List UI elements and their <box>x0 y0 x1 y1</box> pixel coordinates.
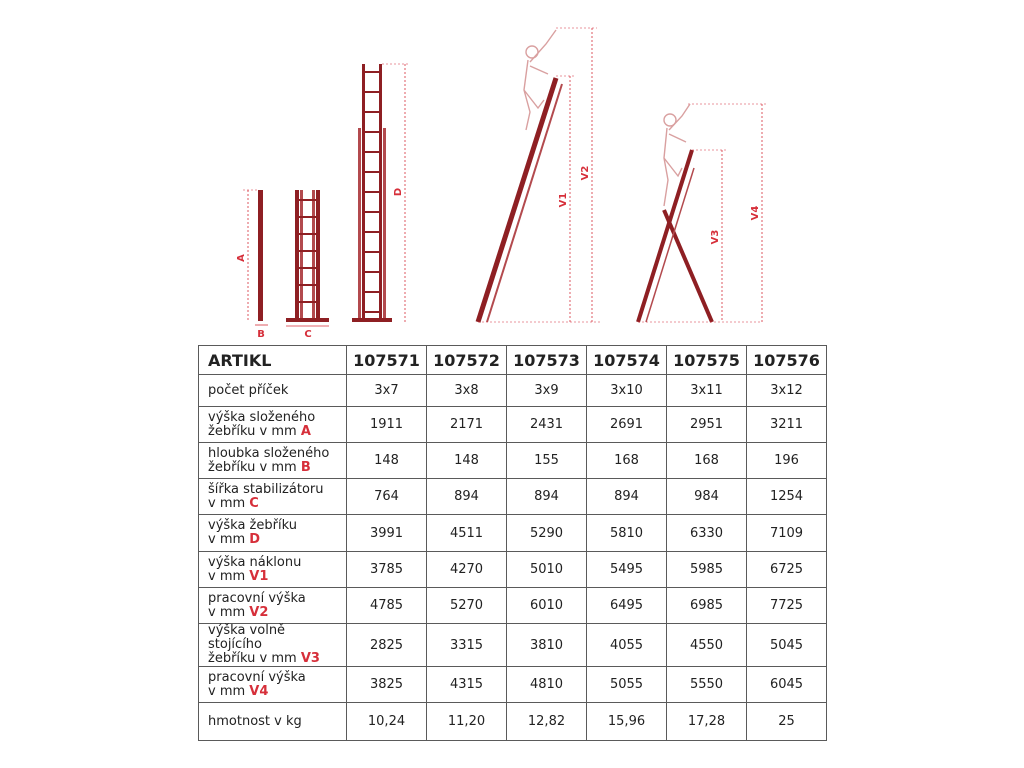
ladder-leaning <box>478 28 600 322</box>
table-cell-value: 4055 <box>587 624 667 667</box>
table-cell-value: 10,24 <box>347 703 427 741</box>
label-B: B <box>257 329 265 340</box>
table-cell-value: 1254 <box>747 479 827 515</box>
row-label-unit: žebříku v mm <box>208 423 301 439</box>
table-cell-value: 3x7 <box>347 375 427 407</box>
header-artikl: ARTIKL <box>199 346 347 375</box>
row-label-text: pracovní výška <box>208 590 306 606</box>
row-label <box>199 479 347 515</box>
table-row <box>199 667 827 703</box>
table-cell-value: 168 <box>587 443 667 479</box>
row-label-unit: v mm <box>208 683 250 699</box>
label-D: D <box>393 187 404 197</box>
table-cell-value: 11,20 <box>427 703 507 741</box>
table-cell-value: 6985 <box>667 588 747 624</box>
row-label-text: výška složeného <box>208 409 316 425</box>
row-dimension-code: V2 <box>249 604 269 620</box>
ladder-freestanding <box>638 104 767 322</box>
label-V1: V1 <box>558 192 569 208</box>
table-row <box>199 552 827 588</box>
table-cell-value: 2951 <box>667 407 747 443</box>
table-cell-value: 17,28 <box>667 703 747 741</box>
row-label-text: výška volně stojícího <box>208 623 286 652</box>
label-V3: V3 <box>710 229 721 245</box>
table-cell-value: 4550 <box>667 624 747 667</box>
table-row <box>199 375 827 407</box>
table-cell-value: 5055 <box>587 667 667 703</box>
table-cell-value: 196 <box>747 443 827 479</box>
table-cell-value: 25 <box>747 703 827 741</box>
row-label-text: hloubka složeného <box>208 445 330 461</box>
table-cell-value: 3810 <box>507 624 587 667</box>
table-cell-value: 984 <box>667 479 747 515</box>
table-cell-value: 3x12 <box>747 375 827 407</box>
row-label-unit: žebříku v mm <box>208 651 301 666</box>
header-article-code: 107574 <box>587 346 667 375</box>
row-label <box>199 375 347 407</box>
table-body <box>199 375 827 741</box>
table-cell-value: 4511 <box>427 515 507 552</box>
table-cell-value: 6495 <box>587 588 667 624</box>
row-label <box>199 515 347 552</box>
table-row <box>199 703 827 741</box>
table-cell-value: 4315 <box>427 667 507 703</box>
table-cell-value: 155 <box>507 443 587 479</box>
row-label-text: pracovní výška <box>208 669 306 685</box>
row-label-text: výška náklonu <box>208 554 302 570</box>
row-dimension-code: V4 <box>249 683 269 699</box>
table-cell-value: 148 <box>347 443 427 479</box>
table-header-row <box>199 346 827 375</box>
table-cell-value: 4785 <box>347 588 427 624</box>
table-cell-value: 3x9 <box>507 375 587 407</box>
row-label-unit: v mm <box>208 568 250 584</box>
table-cell-value: 894 <box>427 479 507 515</box>
table-cell-value: 3x8 <box>427 375 507 407</box>
table-row <box>199 588 827 624</box>
table-cell-value: 148 <box>427 443 507 479</box>
table-cell-value: 6725 <box>747 552 827 588</box>
table-cell-value: 5550 <box>667 667 747 703</box>
table-cell-value: 15,96 <box>587 703 667 741</box>
row-dimension-code: A <box>300 423 311 439</box>
row-label-unit: žebříku v mm <box>208 459 301 475</box>
ladder-diagram <box>0 0 1024 345</box>
table-cell-value: 2431 <box>507 407 587 443</box>
row-label-unit: v mm <box>208 604 250 620</box>
table-cell-value: 5045 <box>747 624 827 667</box>
ladder-extended <box>352 64 410 322</box>
header-article-code: 107571 <box>347 346 427 375</box>
table-cell-value: 5010 <box>507 552 587 588</box>
table-cell-value: 3785 <box>347 552 427 588</box>
table-cell-value: 5495 <box>587 552 667 588</box>
table-cell-value: 5290 <box>507 515 587 552</box>
row-label <box>199 407 347 443</box>
row-dimension-code: B <box>300 459 311 475</box>
table-cell-value: 1911 <box>347 407 427 443</box>
row-label-text: počet příček <box>208 382 289 398</box>
table-cell-value: 7109 <box>747 515 827 552</box>
ladder-front-folded <box>286 190 329 340</box>
table-cell-value: 7725 <box>747 588 827 624</box>
row-label-text: výška žebříku <box>208 518 297 533</box>
row-dimension-code: C <box>249 495 259 511</box>
label-V2: V2 <box>580 165 591 181</box>
table-cell-value: 3315 <box>427 624 507 667</box>
table-cell-value: 3825 <box>347 667 427 703</box>
label-C: C <box>304 329 312 340</box>
table-cell-value: 3x11 <box>667 375 747 407</box>
table-cell-value: 4810 <box>507 667 587 703</box>
table-cell-value: 3x10 <box>587 375 667 407</box>
row-label-text: šířka stabilizátoru <box>208 481 324 497</box>
ladder-side-view <box>236 190 268 340</box>
row-label-text: hmotnost v kg <box>208 713 302 729</box>
spec-table <box>198 345 827 741</box>
table-row <box>199 515 827 552</box>
worker-figure-2 <box>664 104 690 206</box>
row-label <box>199 552 347 588</box>
label-A: A <box>236 254 247 262</box>
table-cell-value: 6330 <box>667 515 747 552</box>
header-article-code: 107575 <box>667 346 747 375</box>
row-label <box>199 703 347 741</box>
row-label-unit: v mm <box>208 495 250 511</box>
table-cell-value: 12,82 <box>507 703 587 741</box>
row-dimension-code: D <box>249 532 261 547</box>
row-dimension-code: V3 <box>300 651 320 666</box>
table-cell-value: 2691 <box>587 407 667 443</box>
row-label <box>199 667 347 703</box>
table-row <box>199 624 827 667</box>
table-cell-value: 3211 <box>747 407 827 443</box>
table-cell-value: 6010 <box>507 588 587 624</box>
table-cell-value: 5985 <box>667 552 747 588</box>
row-dimension-code: V1 <box>249 568 269 584</box>
header-article-code: 107573 <box>507 346 587 375</box>
table-cell-value: 764 <box>347 479 427 515</box>
table-cell-value: 4270 <box>427 552 507 588</box>
row-label-unit: v mm <box>208 532 250 547</box>
table-cell-value: 3991 <box>347 515 427 552</box>
table-cell-value: 6045 <box>747 667 827 703</box>
table-cell-value: 5810 <box>587 515 667 552</box>
table-cell-value: 894 <box>587 479 667 515</box>
table-cell-value: 2825 <box>347 624 427 667</box>
row-label <box>199 588 347 624</box>
label-V4: V4 <box>750 205 761 221</box>
table-cell-value: 2171 <box>427 407 507 443</box>
table-cell-value: 5270 <box>427 588 507 624</box>
table-row <box>199 407 827 443</box>
table-cell-value: 894 <box>507 479 587 515</box>
header-article-code: 107572 <box>427 346 507 375</box>
table-row <box>199 479 827 515</box>
row-label <box>199 624 347 667</box>
row-label <box>199 443 347 479</box>
table-row <box>199 443 827 479</box>
table-cell-value: 168 <box>667 443 747 479</box>
header-article-code: 107576 <box>747 346 827 375</box>
